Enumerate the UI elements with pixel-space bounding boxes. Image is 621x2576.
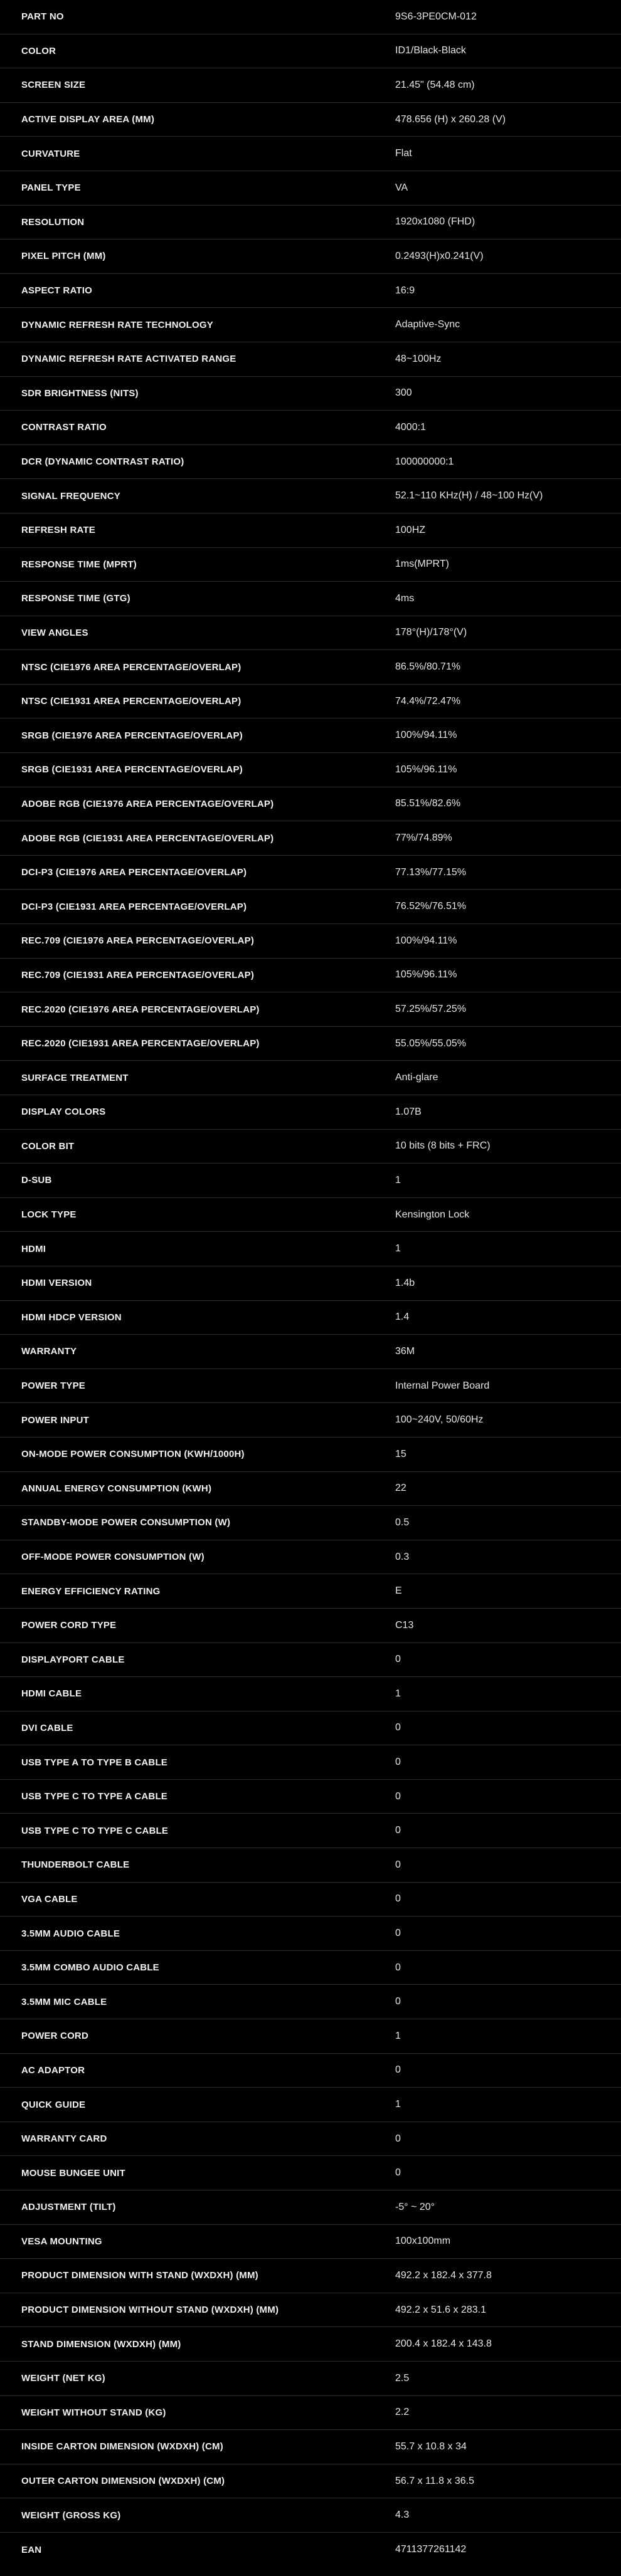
spec-value: 1.07B [395, 1106, 422, 1117]
spec-label: DVI CABLE [21, 1722, 73, 1733]
spec-value: 55.05%/55.05% [395, 1038, 466, 1049]
spec-label: ON-MODE POWER CONSUMPTION (KWH/1000H) [21, 1449, 245, 1460]
spec-row [0, 1951, 621, 1985]
spec-row [0, 1061, 621, 1095]
spec-row [0, 1198, 621, 1233]
spec-row [0, 548, 621, 582]
spec-row [0, 68, 621, 103]
spec-value: 1 [395, 2030, 401, 2041]
spec-row [0, 2293, 621, 2328]
spec-value: 55.7 x 10.8 x 34 [395, 2441, 467, 2452]
spec-label: POWER TYPE [21, 1380, 86, 1392]
spec-label: USB TYPE A TO TYPE B CABLE [21, 1757, 168, 1768]
spec-row [0, 2396, 621, 2431]
spec-label: WARRANTY CARD [21, 2133, 107, 2145]
spec-value: 15 [395, 1448, 406, 1459]
spec-row [0, 1985, 621, 2019]
spec-row [0, 513, 621, 548]
spec-label: USB TYPE C TO TYPE A CABLE [21, 1791, 168, 1802]
spec-value: 0 [395, 1790, 401, 1802]
spec-value: 85.51%/82.6% [395, 798, 461, 809]
spec-label: POWER INPUT [21, 1414, 90, 1426]
spec-row [0, 206, 621, 240]
spec-label: DISPLAYPORT CABLE [21, 1654, 125, 1665]
spec-row [0, 0, 621, 34]
spec-label: POWER CORD TYPE [21, 1620, 117, 1631]
spec-label: STAND DIMENSION (WXDXH) (MM) [21, 2338, 181, 2350]
spec-value: 1.4 [395, 1312, 410, 1323]
spec-label: CONTRAST RATIO [21, 422, 107, 433]
spec-row [0, 1506, 621, 1540]
spec-value: 76.52%/76.51% [395, 901, 466, 912]
spec-row [0, 2533, 621, 2567]
spec-row [0, 650, 621, 685]
spec-value: ID1/Black-Black [395, 45, 466, 56]
spec-label: MOUSE BUNGEE UNIT [21, 2167, 125, 2179]
spec-label: POWER CORD [21, 2031, 88, 2042]
spec-label: WEIGHT WITHOUT STAND (KG) [21, 2407, 166, 2418]
spec-label: QUICK GUIDE [21, 2099, 86, 2110]
spec-row [0, 1164, 621, 1198]
spec-label: COLOR BIT [21, 1140, 75, 1152]
spec-label: ADJUSTMENT (TILT) [21, 2202, 116, 2213]
spec-value: 4ms [395, 592, 415, 604]
spec-row [0, 34, 621, 69]
spec-value: 9S6-3PE0CM-012 [395, 11, 477, 22]
spec-label: WARRANTY [21, 1346, 77, 1357]
spec-row [0, 856, 621, 890]
spec-label: WEIGHT (NET KG) [21, 2373, 105, 2384]
spec-label: HDMI HDCP VERSION [21, 1312, 122, 1323]
spec-value: -5° ~ 20° [395, 2201, 435, 2212]
spec-value: Anti-glare [395, 1072, 438, 1083]
spec-label: RESPONSE TIME (GTG) [21, 593, 130, 604]
spec-value: 0.3 [395, 1551, 410, 1562]
spec-row [0, 1301, 621, 1335]
spec-label: ACTIVE DISPLAY AREA (MM) [21, 114, 155, 125]
spec-row [0, 445, 621, 480]
spec-value: 100%/94.11% [395, 935, 457, 946]
spec-value: 100~240V, 50/60Hz [395, 1414, 484, 1426]
spec-value: 492.2 x 182.4 x 377.8 [395, 2269, 492, 2281]
spec-row [0, 137, 621, 171]
spec-value: 56.7 x 11.8 x 36.5 [395, 2475, 475, 2486]
spec-row [0, 2225, 621, 2259]
spec-value: 0 [395, 1996, 401, 2007]
spec-label: SRGB (CIE1931 AREA PERCENTAGE/OVERLAP) [21, 764, 243, 775]
spec-label: NTSC (CIE1976 AREA PERCENTAGE/OVERLAP) [21, 661, 242, 673]
spec-value: 0 [395, 1722, 401, 1733]
spec-label: REC.2020 (CIE1931 AREA PERCENTAGE/OVERLAP) [21, 1038, 260, 1049]
spec-value: 16:9 [395, 285, 415, 296]
spec-value: 57.25%/57.25% [395, 1004, 466, 1015]
spec-row [0, 1403, 621, 1438]
spec-row [0, 1848, 621, 1883]
spec-row [0, 2122, 621, 2157]
spec-row [0, 1027, 621, 1061]
spec-label: NTSC (CIE1931 AREA PERCENTAGE/OVERLAP) [21, 696, 242, 707]
spec-label: PRODUCT DIMENSION WITH STAND (WXDXH) (MM) [21, 2270, 258, 2281]
spec-value: 0.5 [395, 1517, 410, 1528]
spec-row [0, 1369, 621, 1404]
spec-row [0, 1130, 621, 1164]
spec-value: 100HZ [395, 524, 426, 535]
spec-value: 1 [395, 1688, 401, 1699]
spec-row [0, 1472, 621, 1506]
spec-label: PART NO [21, 11, 64, 23]
spec-label: VIEW ANGLES [21, 627, 88, 638]
spec-row [0, 1814, 621, 1848]
spec-label: SCREEN SIZE [21, 80, 86, 91]
spec-label: PANEL TYPE [21, 182, 81, 194]
spec-value: 100x100mm [395, 2236, 451, 2247]
spec-label: SURFACE TREATMENT [21, 1072, 129, 1083]
spec-row [0, 616, 621, 651]
spec-label: AC ADAPTOR [21, 2064, 85, 2076]
spec-value: 21.45" (54.48 cm) [395, 79, 475, 90]
spec-label: REFRESH RATE [21, 525, 95, 536]
spec-value: 77.13%/77.15% [395, 866, 466, 878]
spec-value: 0 [395, 1928, 401, 1939]
spec-value: 492.2 x 51.6 x 283.1 [395, 2304, 486, 2315]
spec-value: 48~100Hz [395, 353, 442, 364]
spec-label: HDMI VERSION [21, 1278, 92, 1289]
spec-value: 105%/96.11% [395, 764, 457, 775]
spec-row [0, 718, 621, 753]
spec-label: DCI-P3 (CIE1931 AREA PERCENTAGE/OVERLAP) [21, 901, 247, 912]
spec-row [0, 239, 621, 274]
spec-value: 100000000:1 [395, 456, 454, 467]
spec-row [0, 1745, 621, 1780]
spec-label: WEIGHT (GROSS KG) [21, 2510, 121, 2521]
spec-row [0, 1643, 621, 1678]
spec-row [0, 753, 621, 787]
spec-value: 86.5%/80.71% [395, 661, 461, 673]
spec-label: ASPECT RATIO [21, 285, 92, 297]
spec-label: RESPONSE TIME (MPRT) [21, 559, 137, 570]
spec-value: Internal Power Board [395, 1380, 490, 1391]
spec-value: Adaptive-Sync [395, 319, 460, 330]
spec-row [0, 2088, 621, 2122]
spec-label: ADOBE RGB (CIE1931 AREA PERCENTAGE/OVERLAP) [21, 833, 274, 844]
spec-row [0, 1780, 621, 1814]
spec-row [0, 2054, 621, 2088]
spec-row [0, 377, 621, 411]
spec-value: 4.3 [395, 2510, 410, 2521]
spec-value: 0 [395, 1893, 401, 1905]
spec-row [0, 2464, 621, 2499]
spec-row [0, 1095, 621, 1130]
spec-value: 105%/96.11% [395, 969, 457, 980]
spec-label: 3.5MM AUDIO CABLE [21, 1928, 120, 1939]
spec-value: 0.2493(H)x0.241(V) [395, 250, 484, 261]
spec-row [0, 171, 621, 206]
spec-value: 1 [395, 1243, 401, 1254]
spec-label: 3.5MM COMBO AUDIO CABLE [21, 1962, 159, 1974]
spec-row [0, 821, 621, 856]
spec-value: E [395, 1585, 402, 1597]
spec-label: SRGB (CIE1976 AREA PERCENTAGE/OVERLAP) [21, 730, 243, 741]
spec-value: 4000:1 [395, 421, 426, 433]
spec-row [0, 685, 621, 719]
spec-row [0, 2362, 621, 2396]
spec-value: 1 [395, 2099, 401, 2110]
spec-label: 3.5MM MIC CABLE [21, 1996, 107, 2007]
spec-value: 77%/74.89% [395, 833, 452, 844]
spec-label: D-SUB [21, 1175, 52, 1186]
spec-value: 0 [395, 2167, 401, 2179]
spec-row [0, 1540, 621, 1575]
spec-row [0, 1335, 621, 1369]
spec-row [0, 959, 621, 993]
spec-label: EAN [21, 2544, 42, 2555]
spec-row [0, 2327, 621, 2362]
spec-value: 1920x1080 (FHD) [395, 216, 475, 228]
spec-row [0, 308, 621, 342]
spec-value: 0 [395, 1962, 401, 1973]
spec-label: REC.709 (CIE1931 AREA PERCENTAGE/OVERLAP) [21, 969, 255, 980]
spec-label: CURVATURE [21, 148, 80, 159]
spec-row [0, 2430, 621, 2464]
spec-value: 0 [395, 2064, 401, 2076]
spec-label: ENERGY EFFICIENCY RATING [21, 1585, 161, 1597]
spec-label: DCI-P3 (CIE1976 AREA PERCENTAGE/OVERLAP) [21, 867, 247, 878]
spec-row [0, 1232, 621, 1266]
spec-label: SDR BRIGHTNESS (NITS) [21, 387, 139, 399]
spec-row [0, 1609, 621, 1643]
spec-value: 478.656 (H) x 260.28 (V) [395, 113, 506, 125]
spec-label: VGA CABLE [21, 1893, 78, 1905]
spec-row [0, 2190, 621, 2225]
spec-value: 0 [395, 1825, 401, 1836]
spec-label: SIGNAL FREQUENCY [21, 490, 120, 502]
spec-label: OFF-MODE POWER CONSUMPTION (W) [21, 1552, 204, 1563]
spec-label: ADOBE RGB (CIE1976 AREA PERCENTAGE/OVERLAP) [21, 798, 274, 809]
spec-value: 0 [395, 1757, 401, 1768]
spec-label: DYNAMIC REFRESH RATE TECHNOLOGY [21, 319, 213, 330]
spec-label: REC.2020 (CIE1976 AREA PERCENTAGE/OVERLAP) [21, 1004, 260, 1015]
spec-value: 2.2 [395, 2407, 410, 2418]
spec-value: 74.4%/72.47% [395, 695, 461, 707]
spec-label: INSIDE CARTON DIMENSION (WXDXH) (CM) [21, 2441, 223, 2452]
spec-value: 300 [395, 387, 412, 399]
spec-row [0, 787, 621, 822]
spec-label: ANNUAL ENERGY CONSUMPTION (KWH) [21, 1483, 212, 1494]
spec-value: 52.1~110 KHz(H) / 48~100 Hz(V) [395, 490, 543, 502]
spec-value: Flat [395, 148, 412, 159]
spec-label: DYNAMIC REFRESH RATE ACTIVATED RANGE [21, 354, 236, 365]
spec-value: 1 [395, 1174, 401, 1185]
spec-value: 0 [395, 1859, 401, 1870]
spec-row [0, 992, 621, 1027]
spec-value: 4711377261142 [395, 2544, 467, 2555]
spec-label: PIXEL PITCH (MM) [21, 251, 106, 262]
spec-value: 10 bits (8 bits + FRC) [395, 1140, 491, 1152]
spec-row [0, 2019, 621, 2054]
spec-value: 100%/94.11% [395, 730, 457, 741]
spec-value: Kensington Lock [395, 1209, 470, 1220]
spec-value: C13 [395, 1619, 414, 1631]
spec-label: HDMI [21, 1243, 46, 1254]
spec-label: DCR (DYNAMIC CONTRAST RATIO) [21, 456, 184, 468]
spec-value: 36M [395, 1345, 415, 1357]
spec-label: COLOR [21, 45, 56, 56]
spec-label: THUNDERBOLT CABLE [21, 1859, 130, 1871]
spec-value: 1ms(MPRT) [395, 559, 449, 570]
spec-row [0, 479, 621, 513]
spec-value: 22 [395, 1483, 406, 1494]
spec-label: DISPLAY COLORS [21, 1107, 106, 1118]
spec-row [0, 274, 621, 308]
spec-row [0, 411, 621, 445]
spec-value: 200.4 x 182.4 x 143.8 [395, 2338, 492, 2350]
spec-value: 0 [395, 2133, 401, 2144]
spec-label: VESA MOUNTING [21, 2236, 102, 2247]
spec-label: OUTER CARTON DIMENSION (WXDXH) (CM) [21, 2476, 225, 2487]
spec-label: USB TYPE C TO TYPE C CABLE [21, 1825, 169, 1836]
spec-row [0, 1574, 621, 1609]
spec-row [0, 582, 621, 616]
spec-label: PRODUCT DIMENSION WITHOUT STAND (WXDXH) (MM) [21, 2305, 279, 2316]
spec-row [0, 2259, 621, 2293]
spec-value: VA [395, 182, 408, 193]
spec-value: 178°(H)/178°(V) [395, 627, 467, 638]
spec-row [0, 890, 621, 924]
spec-row [0, 103, 621, 137]
spec-row [0, 924, 621, 959]
spec-row [0, 1883, 621, 1917]
spec-row [0, 1711, 621, 1746]
spec-row [0, 1266, 621, 1301]
spec-label: HDMI CABLE [21, 1688, 82, 1700]
spec-value: 2.5 [395, 2372, 410, 2384]
spec-row [0, 2156, 621, 2190]
spec-value: 0 [395, 1654, 401, 1665]
spec-row [0, 1916, 621, 1951]
spec-row [0, 2498, 621, 2533]
spec-label: RESOLUTION [21, 216, 85, 228]
spec-label: STANDBY-MODE POWER CONSUMPTION (W) [21, 1517, 231, 1528]
spec-value: 1.4b [395, 1277, 415, 1288]
spec-label: LOCK TYPE [21, 1209, 77, 1221]
spec-row [0, 1438, 621, 1472]
spec-row [0, 342, 621, 377]
spec-label: REC.709 (CIE1976 AREA PERCENTAGE/OVERLAP) [21, 935, 255, 947]
spec-row [0, 1677, 621, 1711]
